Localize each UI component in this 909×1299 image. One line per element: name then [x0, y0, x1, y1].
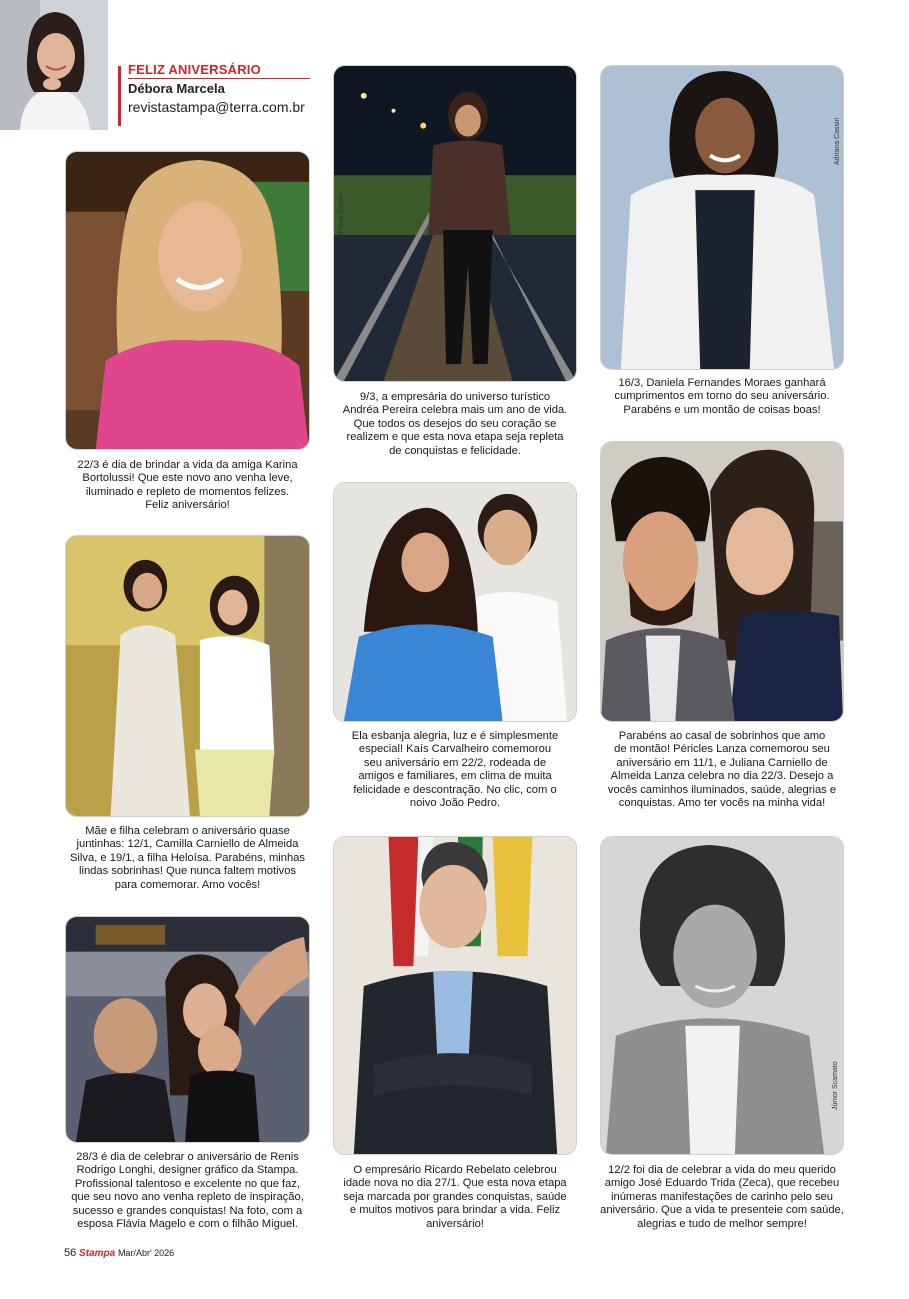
caption-line: e muitos motivos para brindar a vida. Feliz — [349, 1204, 561, 1217]
caption-line: de conquistas e felicidade. — [389, 444, 521, 457]
caption-line: inúmeras manifestações de carinho pelo seu — [610, 1190, 833, 1203]
caption-line: 9/3, a empresária do universo turístico — [359, 391, 551, 403]
photo-credit-zeca: Júnior Scamato — [832, 1061, 839, 1110]
photo-credit-andrea: Adriana Cassin — [338, 192, 345, 240]
author-name: Débora Marcela — [128, 81, 225, 96]
caption-line: aniversário em 11/1, e Juliana Carniello de — [616, 756, 828, 769]
caption-line: vocês caminhos iluminados, saúde, alegrias e — [607, 783, 837, 796]
caption-line: juntinhas: 12/1, Camilla Carniello de Almeida — [76, 838, 299, 851]
caption-line: Parabéns e um montão de coisas boas! — [623, 403, 821, 416]
caption-karina — [65, 459, 310, 513]
caption-pericles-juliana — [600, 730, 844, 810]
caption-line: O empresário Ricardo Rebelato celebrou — [353, 1164, 557, 1176]
caption-line: Feliz aniversário! — [145, 499, 230, 512]
caption-line: felicidade e descontração. No clic, com o — [353, 783, 557, 796]
caption-line: Bortolussi! Que este novo ano venha leve, — [82, 472, 293, 485]
caption-line: 12/2 foi dia de celebrar a vida do meu querido — [608, 1164, 836, 1176]
caption-line: Mãe e filha celebram o aniversário quase — [85, 825, 290, 837]
caption-line: aniversário! — [426, 1217, 484, 1230]
caption-line: esposa Flávia Magelo e com o filhão Miguel. — [77, 1218, 298, 1231]
caption-line: 22/3 é dia de brindar a vida da amiga Karina — [77, 459, 298, 471]
title-underline — [128, 78, 310, 79]
caption-line: Parabéns ao casal de sobrinhos que amo — [618, 730, 826, 742]
caption-line: Silva, e 19/1, a filha Heloísa. Parabéns, minhas — [69, 851, 306, 864]
footer-brand: Stampa — [79, 1248, 116, 1259]
caption-line: 28/3 é dia de celebrar o aniversário de Renis — [76, 1151, 299, 1163]
caption-line: iluminado e repleto de momentos felizes. — [85, 485, 290, 498]
caption-line: Profissional talentoso e excelente no que faz, — [74, 1177, 301, 1190]
columnist-photo — [0, 0, 108, 130]
header-accent-bar — [118, 66, 121, 126]
photo-ricardo — [333, 836, 577, 1155]
author-email[interactable]: revistastampa@terra.com.br — [128, 99, 305, 115]
caption-line: Rodrigo Longhi, designer gráfico da Stampa. — [76, 1164, 299, 1177]
page-footer — [64, 1247, 174, 1259]
photo-pericles-juliana — [600, 441, 844, 722]
photo-daniela — [600, 65, 844, 370]
caption-line: idade nova no dia 27/1. Que esta nova etapa — [343, 1177, 567, 1190]
caption-line: Almeida Lanza celebra no dia 22/3. Desejo a — [610, 770, 834, 783]
caption-line: noivo João Pedro. — [409, 797, 501, 810]
columnist-portrait — [0, 0, 108, 130]
caption-zeca — [600, 1164, 844, 1231]
caption-daniela — [600, 377, 844, 417]
caption-line: que seu novo ano venha repleto de inspiração, — [71, 1191, 304, 1204]
caption-line: Andréa Pereira celebra mais um ano de vida. — [342, 404, 568, 417]
caption-kais-joao — [333, 730, 577, 810]
photo-andrea — [333, 65, 577, 382]
caption-renis — [65, 1151, 310, 1231]
photo-karina — [65, 151, 310, 450]
footer-issue: Mar/Abr' 2026 — [117, 1248, 175, 1258]
photo-kais-joao — [333, 482, 577, 722]
caption-line: de montão! Péricles Lanza comemorou seu — [614, 743, 830, 756]
page-number: 56 — [64, 1247, 77, 1259]
caption-line: alegrias e tudo de melhor sempre! — [637, 1217, 807, 1230]
photo-zeca — [600, 836, 844, 1155]
caption-line: Que todos os desejos do seu coração se — [353, 417, 557, 430]
caption-line: especial! Kaís Carvalheiro comemorou — [358, 743, 552, 756]
caption-line: seu aniversário em 22/2, rodeada de — [363, 756, 547, 769]
photo-renis-family — [65, 916, 310, 1143]
caption-line: seja marcada por grandes conquistas, saúde — [343, 1190, 567, 1203]
caption-line: para comemorar. Amo vocês! — [114, 878, 261, 891]
caption-line: aniversário. Que a vida te presenteie com saúde, — [600, 1204, 844, 1217]
caption-line: cumprimentos em torno do seu aniversário. — [614, 390, 830, 403]
caption-line: realizem e que esta nova etapa seja repleta — [346, 431, 564, 444]
column-title: FELIZ ANIVERSÁRIO — [128, 62, 261, 77]
caption-line: 16/3, Daniela Fernandes Moraes ganhará — [618, 377, 826, 389]
caption-line: conquistas. Amo ter vocês na minha vida! — [618, 797, 826, 810]
caption-line: lindas sobrinhas! Que nunca faltem motivos — [78, 865, 297, 878]
caption-ricardo — [333, 1164, 577, 1231]
caption-andrea — [333, 391, 577, 458]
photo-credit-daniela: Adriana Cassin — [834, 117, 841, 165]
caption-line: amigo José Eduardo Trida (Zeca), que recebeu — [604, 1177, 840, 1190]
photo-camilla-heloisa — [65, 535, 310, 817]
caption-line: amigos e familiares, em clima de muita — [358, 770, 552, 783]
caption-line: Ela esbanja alegria, luz e é simplesmente — [351, 730, 559, 742]
caption-camilla-heloisa — [65, 825, 310, 892]
caption-line: sucesso e grandes conquistas! Na foto, com a — [72, 1204, 303, 1217]
